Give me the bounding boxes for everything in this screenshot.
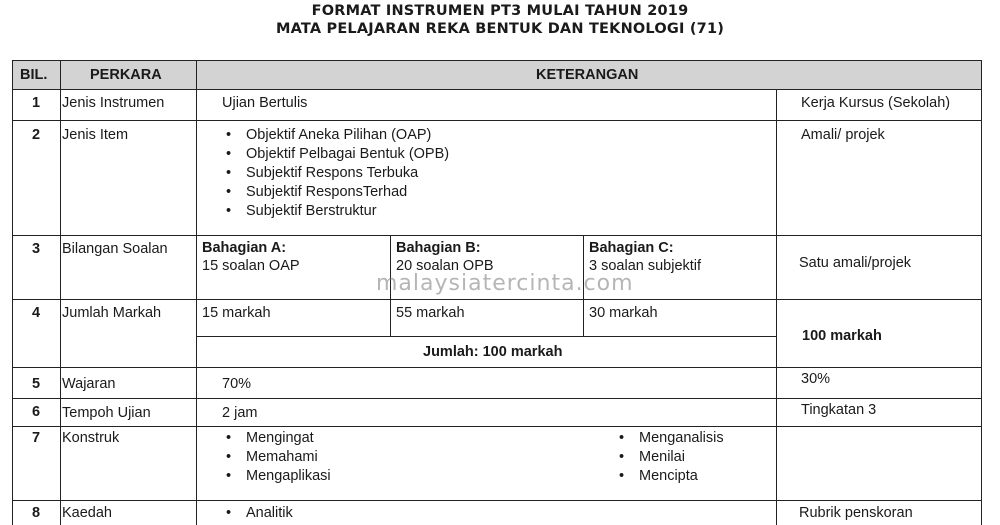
column-divider <box>12 60 13 525</box>
list-item: • Subjektif Berstruktur <box>222 202 449 221</box>
row-divider <box>12 500 982 501</box>
document-title: FORMAT INSTRUMEN PT3 MULAI TAHUN 2019 <box>311 3 689 19</box>
wajaran-ujian: 70% <box>222 376 252 392</box>
jenis-item-list <box>222 126 449 221</box>
row-divider <box>12 367 982 368</box>
header-keterangan: KETERANGAN <box>536 67 639 83</box>
list-item: • Subjektif Respons Terbuka <box>222 164 449 183</box>
perkara-jenis-instrumen: Jenis Instrumen <box>62 95 165 111</box>
list-item: • Mengingat <box>222 429 331 448</box>
document-subtitle: MATA PELAJARAN REKA BENTUK DAN TEKNOLOGI (71) <box>275 21 725 37</box>
list-item: • Menganalisis <box>615 429 724 448</box>
row-number: 4 <box>31 305 41 321</box>
column-divider <box>60 60 61 525</box>
bahagian-c-heading: Bahagian C: <box>589 240 674 256</box>
list-item: • Subjektif ResponsTerhad <box>222 183 449 202</box>
header-perkara: PERKARA <box>90 67 162 83</box>
tempoh-kerja-kursus: Tingkatan 3 <box>801 402 877 418</box>
wajaran-kerja-kursus: 30% <box>801 371 831 387</box>
perkara-jenis-item: Jenis Item <box>62 127 129 143</box>
markah-a: 15 markah <box>202 305 271 321</box>
perkara-tempoh-ujian: Tempoh Ujian <box>62 405 151 421</box>
list-item: • Menilai <box>615 448 724 467</box>
keterangan-amali: Amali/ projek <box>801 127 885 143</box>
bahagian-a-heading: Bahagian A: <box>202 240 287 256</box>
table-border-top <box>12 60 982 61</box>
tempoh-ujian: 2 jam <box>222 405 258 421</box>
row-number: 7 <box>31 430 41 446</box>
row-number: 2 <box>31 127 41 143</box>
row-number: 5 <box>31 376 41 392</box>
row-divider <box>12 120 982 121</box>
perkara-konstruk: Konstruk <box>62 430 120 446</box>
perkara-bilangan-soalan: Bilangan Soalan <box>62 241 168 257</box>
keterangan-satu-amali: Satu amali/projek <box>799 255 912 271</box>
row-number: 8 <box>31 505 41 521</box>
markah-c: 30 markah <box>589 305 658 321</box>
list-item: • Objektif Pelbagai Bentuk (OPB) <box>222 145 449 164</box>
jumlah-markah-total: Jumlah: 100 markah <box>423 344 563 360</box>
column-divider <box>196 60 197 525</box>
kaedah-rubrik: Rubrik penskoran <box>799 505 913 521</box>
list-item: • Memahami <box>222 448 331 467</box>
watermark: malaysiatercinta.com <box>376 271 634 296</box>
row-number: 3 <box>31 241 41 257</box>
perkara-wajaran: Wajaran <box>62 376 116 392</box>
keterangan-ujian: Ujian Bertulis <box>222 95 308 111</box>
row-divider <box>12 299 982 300</box>
konstruk-list-right <box>615 429 724 486</box>
bahagian-a-value: 15 soalan OAP <box>202 258 300 274</box>
list-item: • Mengaplikasi <box>222 467 331 486</box>
row-divider <box>12 426 982 427</box>
row-number: 1 <box>31 95 41 111</box>
bahagian-b-heading: Bahagian B: <box>396 240 481 256</box>
perkara-kaedah: Kaedah <box>62 505 112 521</box>
perkara-jumlah-markah: Jumlah Markah <box>62 305 162 321</box>
kaedah-list <box>222 504 293 523</box>
list-item: • Mencipta <box>615 467 724 486</box>
row-divider <box>12 235 982 236</box>
keterangan-100-markah: 100 markah <box>802 328 882 344</box>
bahagian-b-value: 20 soalan OPB <box>396 258 494 274</box>
column-divider <box>981 60 982 525</box>
list-item: • Analitik <box>222 504 293 523</box>
list-item: • Objektif Aneka Pilihan (OAP) <box>222 126 449 145</box>
column-divider <box>776 89 777 525</box>
row-divider <box>12 89 982 90</box>
header-bil: BIL. <box>20 67 48 83</box>
row-divider <box>12 398 982 399</box>
row-divider-total <box>196 336 776 337</box>
markah-b: 55 markah <box>396 305 465 321</box>
bahagian-c-value: 3 soalan subjektif <box>589 258 702 274</box>
keterangan-kerja-kursus: Kerja Kursus (Sekolah) <box>801 95 951 111</box>
row-number: 6 <box>31 404 41 420</box>
konstruk-list-left <box>222 429 331 486</box>
